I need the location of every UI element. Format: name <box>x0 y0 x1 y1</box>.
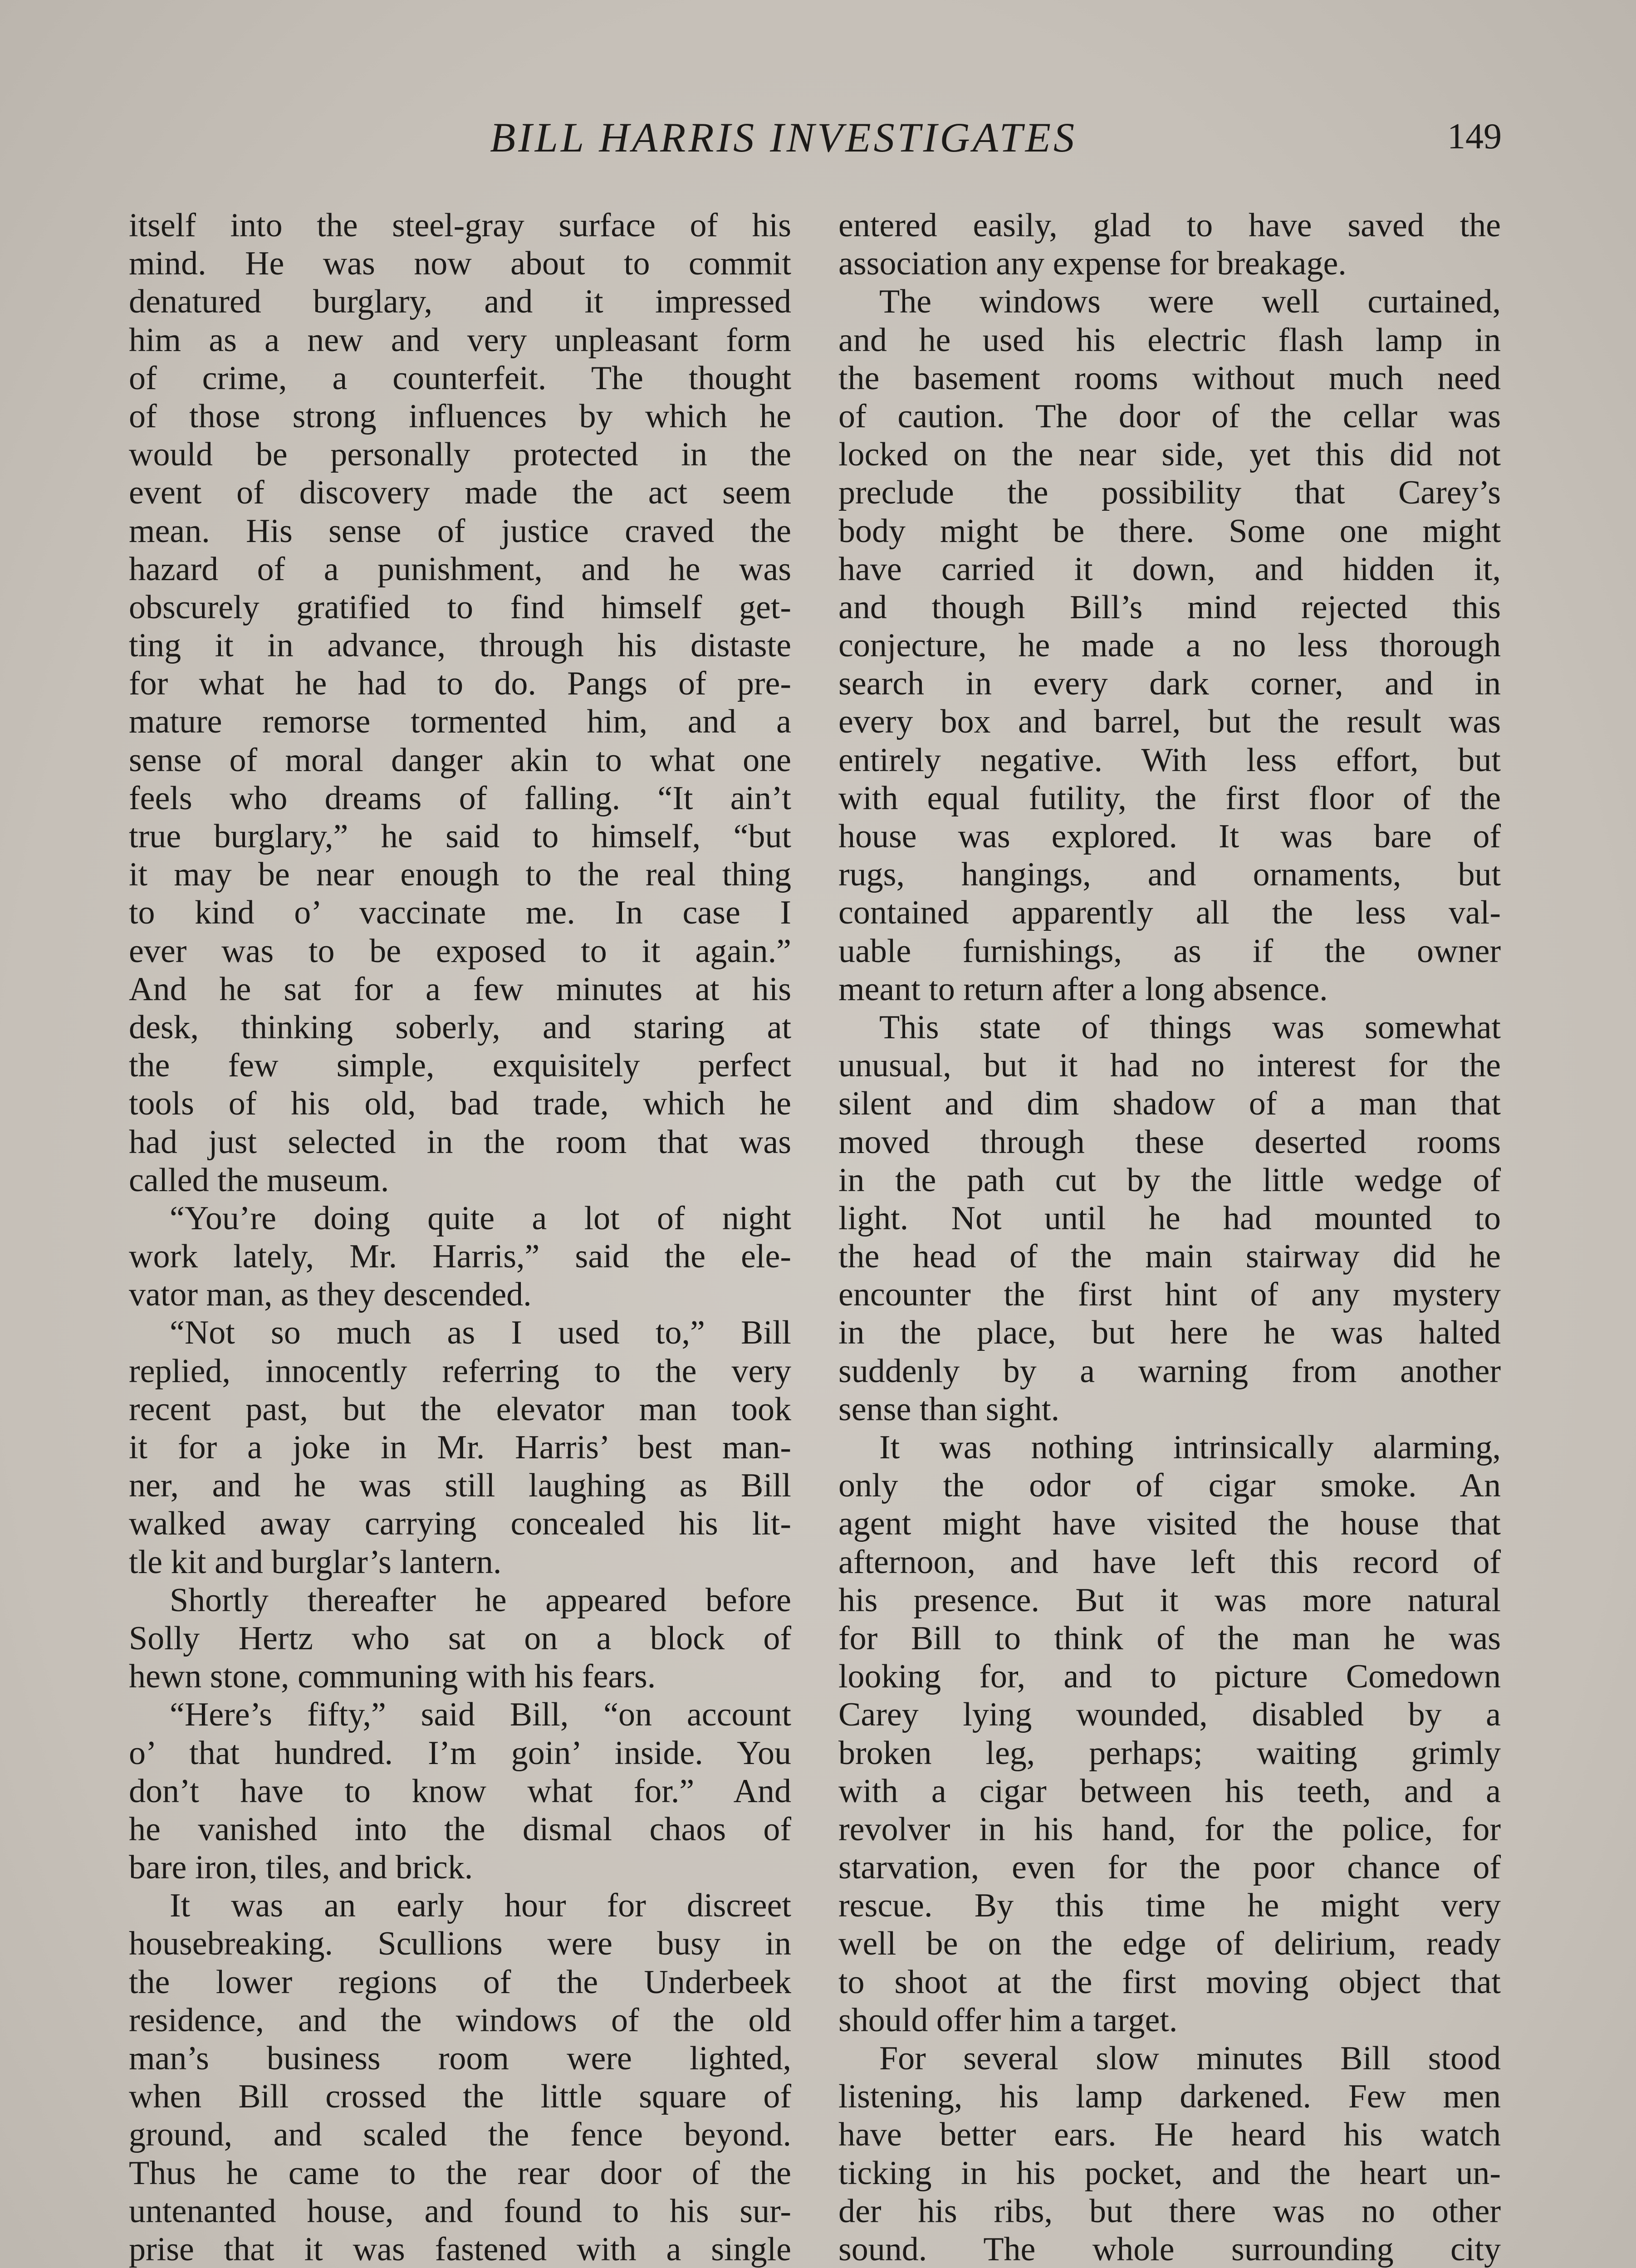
text-line: entered easily, glad to have saved the <box>838 207 1501 244</box>
text-line: the basement rooms without much need <box>838 359 1501 397</box>
text-line: “Here’s fifty,” said Bill, “on account <box>170 1696 791 1734</box>
text-line: contained apparently all the less val- <box>838 894 1501 932</box>
text-line: uable furnishings, as if the owner <box>838 932 1501 970</box>
text-line: it may be near enough to the real thing <box>129 856 791 894</box>
text-line: denatured burglary, and it impressed <box>129 283 791 321</box>
text-line: for what he had to do. Pangs of pre- <box>129 665 791 703</box>
text-line: walked away carrying concealed his lit- <box>129 1505 791 1543</box>
text-line: of those strong influences by which he <box>129 397 791 435</box>
text-line: body might be there. Some one might <box>838 512 1501 550</box>
text-line: Shortly thereafter he appeared before <box>170 1581 791 1619</box>
text-line: Solly Hertz who sat on a block of <box>129 1619 791 1657</box>
text-line: It was an early hour for discreet <box>170 1887 791 1925</box>
text-line: and though Bill’s mind rejected this <box>838 588 1501 626</box>
text-line: itself into the steel-gray surface of his <box>129 207 791 244</box>
text-line: with equal futility, the first floor of the <box>838 779 1501 817</box>
text-line: This state of things was somewhat <box>879 1008 1501 1046</box>
text-line: ticking in his pocket, and the heart un- <box>838 2154 1501 2192</box>
text-line: unusual, but it had no interest for the <box>838 1047 1501 1085</box>
text-column-right <box>838 206 1501 2268</box>
text-line: obscurely gratified to find himself get- <box>129 588 791 626</box>
text-line: with a cigar between his teeth, and a <box>838 1772 1501 1810</box>
text-line: should offer him a target. <box>838 2001 1178 2039</box>
text-line: have carried it down, and hidden it, <box>838 550 1501 588</box>
text-line: feels who dreams of falling. “It ain’t <box>129 779 791 817</box>
text-line: to kind o’ vaccinate me. In case I <box>129 894 791 932</box>
text-line: For several slow minutes Bill stood <box>879 2040 1501 2077</box>
text-line: suddenly by a warning from another <box>838 1352 1501 1390</box>
text-line: sound. The whole surrounding city <box>838 2230 1501 2268</box>
text-line: the head of the main stairway did he <box>838 1238 1501 1276</box>
text-line: housebreaking. Scullions were busy in <box>129 1925 791 1963</box>
text-line: meant to return after a long absence. <box>838 970 1328 1008</box>
text-line: only the odor of cigar smoke. An <box>838 1467 1501 1505</box>
text-line: work lately, Mr. Harris,” said the ele- <box>129 1238 791 1276</box>
text-line: ner, and he was still laughing as Bill <box>129 1467 791 1505</box>
text-line: hazard of a punishment, and he was <box>129 550 791 588</box>
text-line: of crime, a counterfeit. The thought <box>129 359 791 397</box>
text-line: association any expense for breakage. <box>838 245 1347 283</box>
text-line: mind. He was now about to commit <box>129 245 791 283</box>
text-line: replied, innocently referring to the very <box>129 1352 791 1390</box>
text-line: encounter the first hint of any mystery <box>838 1276 1501 1314</box>
text-line: ting it in advance, through his distaste <box>129 627 791 665</box>
text-line: And he sat for a few minutes at his <box>129 970 791 1008</box>
text-line: ground, and scaled the fence beyond. <box>129 2116 791 2154</box>
text-line: in the path cut by the little wedge of <box>838 1161 1501 1199</box>
text-line: The windows were well curtained, <box>879 283 1501 321</box>
text-line: of caution. The door of the cellar was <box>838 397 1501 435</box>
text-line: rugs, hangings, and ornaments, but <box>838 856 1501 894</box>
text-line: sense of moral danger akin to what one <box>129 741 791 779</box>
text-line: Thus he came to the rear door of the <box>129 2154 791 2192</box>
text-line: true burglary,” he said to himself, “but <box>129 818 791 855</box>
text-line: house was explored. It was bare of <box>838 818 1501 855</box>
text-line: hewn stone, communing with his fears. <box>129 1658 656 1696</box>
text-line: event of discovery made the act seem <box>129 474 791 512</box>
text-line: broken leg, perhaps; waiting grimly <box>838 1734 1501 1772</box>
text-line: have better ears. He heard his watch <box>838 2116 1501 2154</box>
text-line: him as a new and very unpleasant form <box>129 321 791 359</box>
text-line: in the place, but here he was halted <box>838 1314 1501 1352</box>
text-line: vator man, as they descended. <box>129 1276 532 1314</box>
text-line: it for a joke in Mr. Harris’ best man- <box>129 1429 791 1466</box>
text-line: light. Not until he had mounted to <box>838 1199 1501 1237</box>
running-title: BILL HARRIS INVESTIGATES <box>490 114 1077 161</box>
text-line: when Bill crossed the little square of <box>129 2078 791 2116</box>
text-line: his presence. But it was more natural <box>838 1581 1501 1619</box>
text-line: residence, and the windows of the old <box>129 2001 791 2039</box>
text-line: conjecture, he made a no less thorough <box>838 627 1501 665</box>
text-line: agent might have visited the house that <box>838 1505 1501 1543</box>
text-line: It was nothing intrinsically alarming, <box>879 1429 1501 1466</box>
text-line: had just selected in the room that was <box>129 1123 791 1161</box>
text-line: ever was to be exposed to it again.” <box>129 932 791 970</box>
text-line: search in every dark corner, and in <box>838 665 1501 703</box>
text-line: revolver in his hand, for the police, for <box>838 1810 1501 1848</box>
text-line: rescue. By this time he might very <box>838 1887 1501 1925</box>
text-line: starvation, even for the poor chance of <box>838 1849 1501 1887</box>
text-column-left <box>129 206 791 2268</box>
text-line: for Bill to think of the man he was <box>838 1619 1501 1657</box>
text-line: listening, his lamp darkened. Few men <box>838 2078 1501 2116</box>
text-line: sense than sight. <box>838 1390 1060 1428</box>
text-line: “Not so much as I used to,” Bill <box>170 1314 791 1352</box>
text-line: Carey lying wounded, disabled by a <box>838 1696 1501 1734</box>
text-line: untenanted house, and found to his sur- <box>129 2192 791 2230</box>
text-line: every box and barrel, but the result was <box>838 703 1501 741</box>
text-line: desk, thinking soberly, and staring at <box>129 1008 791 1046</box>
text-line: the few simple, exquisitely perfect <box>129 1047 791 1085</box>
text-line: preclude the possibility that Carey’s <box>838 474 1501 512</box>
text-line: bare iron, tiles, and brick. <box>129 1849 473 1887</box>
text-line: and he used his electric flash lamp in <box>838 321 1501 359</box>
text-line: prise that it was fastened with a single <box>129 2230 791 2268</box>
text-line: mature remorse tormented him, and a <box>129 703 791 741</box>
running-head <box>0 113 1636 168</box>
text-line: mean. His sense of justice craved the <box>129 512 791 550</box>
text-line: recent past, but the elevator man took <box>129 1390 791 1428</box>
text-line: locked on the near side, yet this did not <box>838 436 1501 474</box>
text-line: well be on the edge of delirium, ready <box>838 1925 1501 1963</box>
text-line: silent and dim shadow of a man that <box>838 1085 1501 1123</box>
text-line: o’ that hundred. I’m goin’ inside. You <box>129 1734 791 1772</box>
text-line: the lower regions of the Underbeek <box>129 1963 791 2001</box>
text-line: man’s business room were lighted, <box>129 2040 791 2077</box>
text-line: moved through these deserted rooms <box>838 1123 1501 1161</box>
text-line: der his ribs, but there was no other <box>838 2192 1501 2230</box>
text-line: would be personally protected in the <box>129 436 791 474</box>
text-line: don’t have to know what for.” And <box>129 1772 791 1810</box>
text-line: tools of his old, bad trade, which he <box>129 1085 791 1123</box>
text-line: tle kit and burglar’s lantern. <box>129 1543 502 1581</box>
text-line: he vanished into the dismal chaos of <box>129 1810 791 1848</box>
text-line: afternoon, and have left this record of <box>838 1543 1501 1581</box>
text-line: entirely negative. With less effort, but <box>838 741 1501 779</box>
text-line: looking for, and to picture Comedown <box>838 1658 1501 1696</box>
text-line: “You’re doing quite a lot of night <box>170 1199 791 1237</box>
text-line: called the museum. <box>129 1161 389 1199</box>
page-number: 149 <box>1447 117 1502 156</box>
text-line: to shoot at the first moving object that <box>838 1963 1501 2001</box>
